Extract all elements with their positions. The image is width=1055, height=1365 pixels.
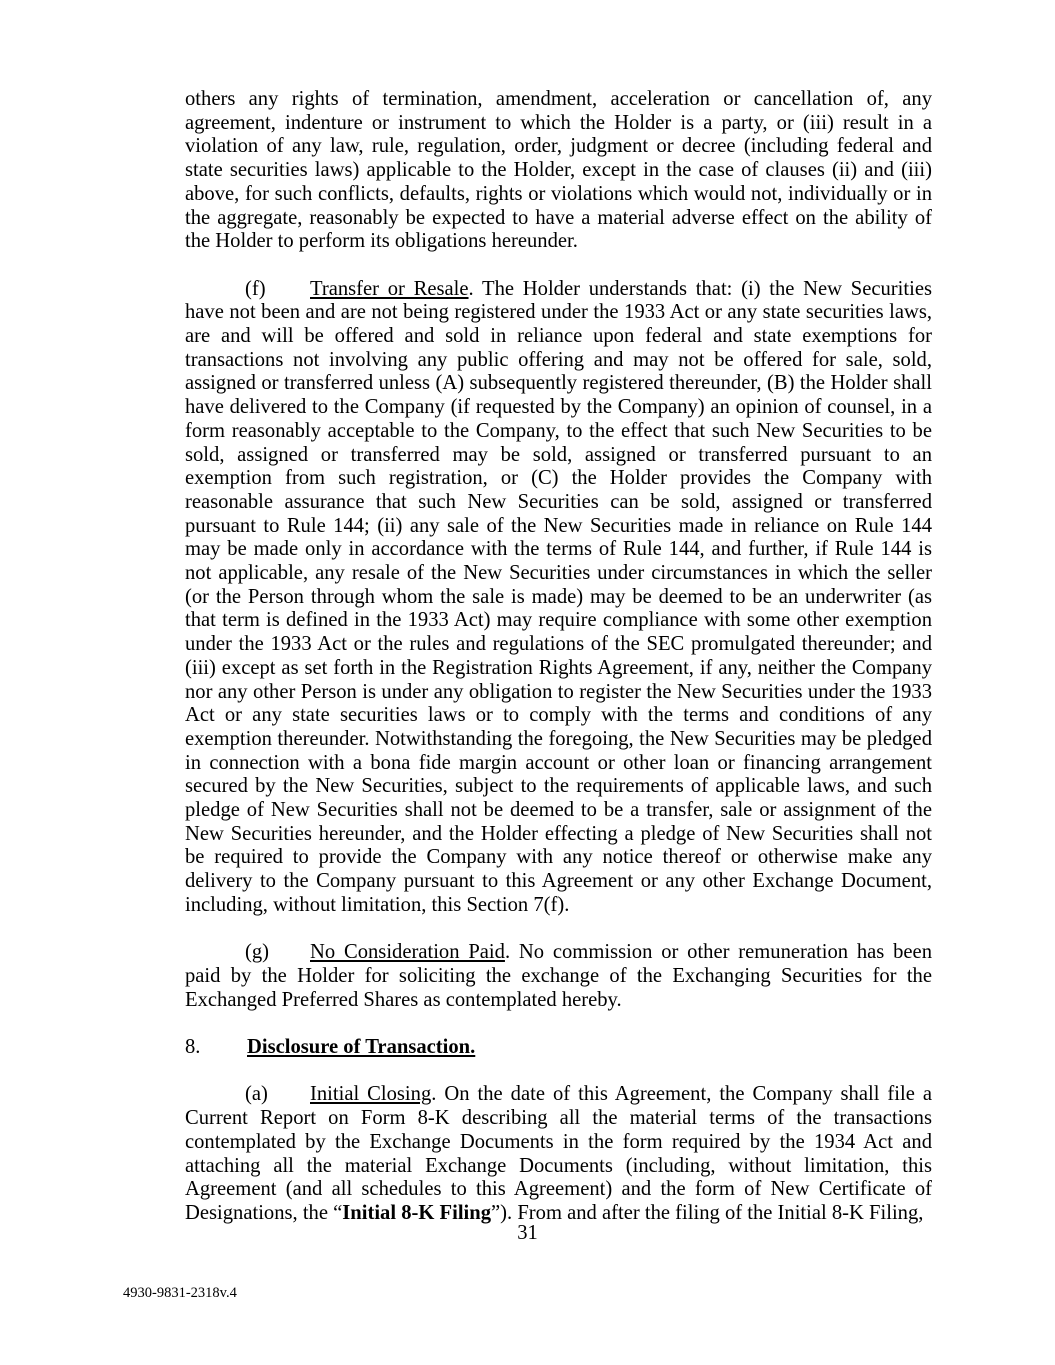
clause-g-paragraph: [185, 941, 932, 1012]
clause-a-label: (a): [245, 1083, 268, 1106]
document-control-number: 4930-9831-2318v.4: [123, 1285, 237, 1301]
clause-f-text: . The Holder understands that: (i) the New Securities have not been and are not being registered under the 1933 Act or any state securities laws, are and will be offered and sold in reliance upon federal and state exemptions for transactions not involving any public offering and may not be offered for sale, sold, assigned or transferred unless (A) subsequently registered thereunder, (B) the Holder shall have delivered to the Company (if requested by the Company) an opinion of counsel, in a form reasonably acceptable to the Company, to the effect that such New Securities to be sold, assigned or transferred may be sold, assigned or transferred pursuant to an exemption from such registration, or (C) the Holder provides the Company with reasonable assurance that such New Securities can be sold, assigned or transferred pursuant to Rule 144; (ii) any sale of the New Securities made in reliance on Rule 144 may be made only in accordance with the terms of Rule 144, and further, if Rule 144 is not applicable, any resale of the New Securities under circumstances in which the seller (or the Person through whom the sale is made) may be deemed to be an underwriter (as that term is defined in the 1933 Act) may require compliance with some other exemption under the 1933 Act or the rules and regulations of the SEC promulgated thereunder; and (iii) except as set forth in the Registration Rights Agreement, if any, neither the Company nor any other Person is under any obligation to register the New Securities under the 1933 Act or any state securities laws or to comply with the terms and conditions of any exemption thereunder. Notwithstanding the foregoing, the New Securities may be pledged in connection with a bona fide margin account or other loan or financing arrangement secured by the New Securities, subject to the requirements of applicable laws, and such pledge of New Securities shall not be deemed to be a transfer, sale or assignment of the New Securities hereunder, and the Holder effecting a pledge of New Securities shall not be required to provide the Company with any notice thereof or otherwise make any delivery to the Company pursuant to this Agreement or any other Exchange Document, including, without limitation, this Section 7(f).: [185, 277, 932, 916]
page-number: 31: [517, 1222, 538, 1244]
clause-a-heading: Initial Closing: [310, 1083, 432, 1106]
clause-f-label: (f): [245, 277, 266, 300]
section-8-heading-row: [185, 1036, 932, 1060]
section-8-heading: Disclosure of Transaction.: [247, 1036, 476, 1059]
clause-g-heading: No Consideration Paid: [310, 941, 505, 964]
continuation-paragraph: [185, 88, 932, 254]
clause-f-paragraph: [185, 278, 932, 918]
document-body: [185, 88, 932, 1226]
clause-f-heading: Transfer or Resale: [310, 277, 469, 300]
clause-a-defined-term: Initial 8-K Filing: [342, 1201, 492, 1224]
section-8-number: 8.: [185, 1036, 201, 1059]
clause-g-text: . No commission or other remuneration has been paid by the Holder for soliciting the exchange of the Exchanging Securities for the Exchanged Preferred Shares as contemplated hereby.: [185, 941, 932, 1011]
clause-a-text-before-bold: . On the date of this Agreement, the Company shall file a Current Report on Form 8-K describing all the material terms of the transactions contemplated by the Exchange Documents in the form required by the 1934 Act and attaching all the material Exchange Documents (including, without limitation, this Agreement (and all schedules to this Agreement) and the form of New Certificate of Designations, the “: [185, 1083, 932, 1224]
paragraph-text: others any rights of termination, amendment, acceleration or cancellation of, any agreement, indenture or instrument to which the Holder is a party, or (iii) result in a violation of any law, rule, regulation, order, judgment or decree (including federal and state securities laws) applicable to the Holder, except in the case of clauses (ii) and (iii) above, for such conflicts, defaults, rights or violations which would not, individually or in the aggregate, reasonably be expected to have a material adverse effect on the ability of the Holder to perform its obligations hereunder.: [185, 88, 932, 253]
clause-a-text-after-bold: ”). From and after the filing of the Initial 8-K Filing,: [491, 1201, 924, 1224]
clause-g-label: (g): [245, 941, 270, 964]
clause-a-paragraph: [185, 1083, 932, 1225]
